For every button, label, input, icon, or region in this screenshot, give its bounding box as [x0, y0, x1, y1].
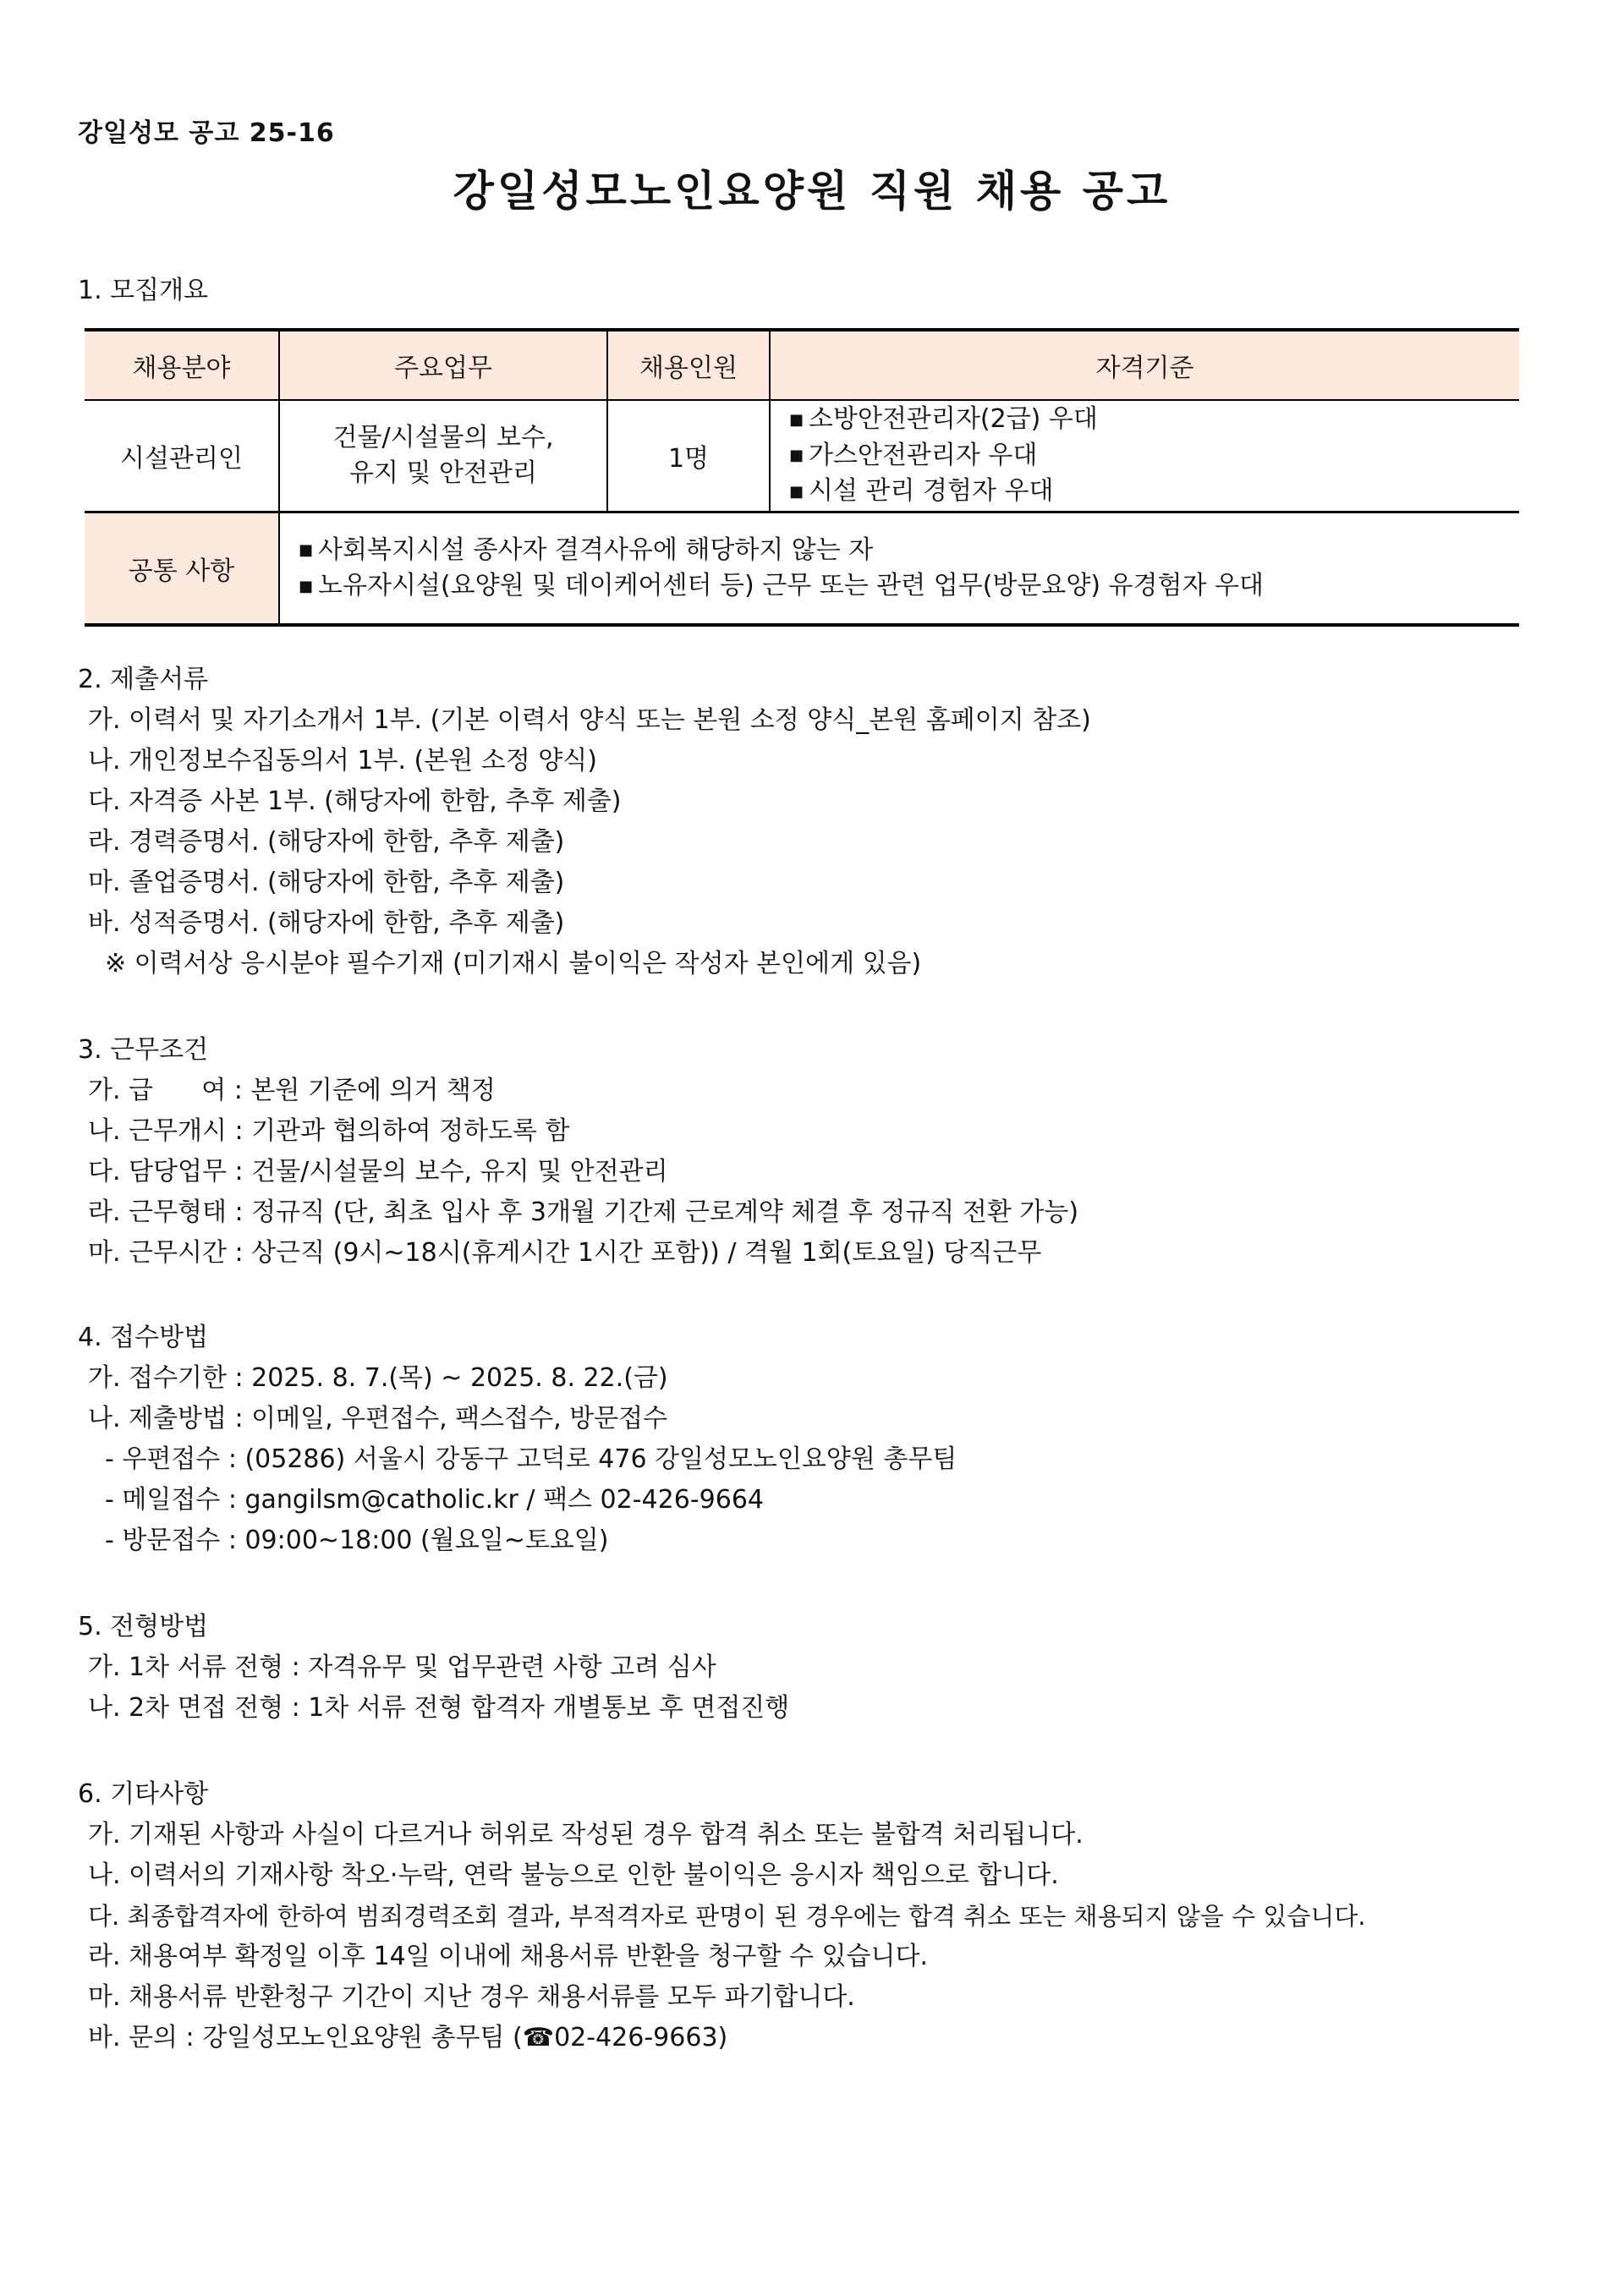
list-item: 라. 근무형태 : 정규직 (단, 최초 입사 후 3개월 기간제 근로계약 체결 후 정규직 전환 가능) [88, 1197, 1079, 1227]
contact-info: 바. 문의 : 강일성모노인요양원 총무팀 (☎02-426-9663) [88, 2023, 728, 2052]
list-item: 나. 근무개시 : 기관과 협의하여 정하도록 함 [88, 1116, 570, 1146]
square-bullet-icon: ■ [789, 447, 804, 465]
headcount-cell: 1명 [607, 400, 770, 512]
sub-list-item: - 방문접수 : 09:00~18:00 (월요일~토요일) [105, 1526, 609, 1555]
section-heading-application: 4. 접수방법 [78, 1323, 209, 1352]
common-label-cell: 공통 사항 [85, 512, 279, 626]
sub-list-item: - 우편접수 : (05286) 서울시 강동구 고덕로 476 강일성모노인요양원 총무팀 [105, 1444, 957, 1474]
list-item: 가. 기재된 사항과 사실이 다르거나 허위로 작성된 경우 합격 취소 또는 불합격 처리됩니다. [88, 1820, 1084, 1849]
table-header-cell: 채용인원 [607, 330, 770, 400]
table-row-common [85, 512, 1519, 626]
qualification-item: ■ 소방안전관리자(2급) 우대 [789, 404, 1098, 435]
qualification-item: ■ 시설 관리 경험자 우대 [789, 476, 1054, 507]
document-number: 강일성모 공고 25-16 [78, 118, 335, 148]
section-heading-other: 6. 기타사항 [78, 1779, 209, 1809]
square-bullet-icon: ■ [299, 541, 314, 559]
sub-list-item: - 메일접수 : gangilsm@catholic.kr / 팩스 02-426-9664 [105, 1485, 764, 1515]
list-item: 마. 근무시간 : 상근직 (9시~18시(휴게시간 1시간 포함)) / 격월 1회(토요일) 당직근무 [88, 1238, 1042, 1268]
list-item: 나. 개인정보수집동의서 1부. (본원 소정 양식) [88, 746, 597, 775]
table-header-cell: 주요업무 [279, 330, 607, 400]
list-item: 나. 2차 면접 전형 : 1차 서류 전형 합격자 개별통보 후 면접진행 [88, 1693, 790, 1723]
common-requirement-item: ■ 노유자시설(요양원 및 데이케어센터 등) 근무 또는 관련 업무(방문요양) 유경험자 우대 [299, 571, 1264, 600]
main-duty-cell [279, 400, 607, 512]
list-item: 마. 채용서류 반환청구 기간이 지난 경우 채용서류를 모두 파기합니다. [88, 1982, 855, 2012]
table-header-cell: 자격기준 [770, 330, 1519, 400]
list-item: 라. 경력증명서. (해당자에 한함, 추후 제출) [88, 827, 565, 857]
list-item: 다. 최종합격자에 한하여 범죄경력조회 결과, 부적격자로 판명이 된 경우에는 합격 취소 또는 채용되지 않을 수 있습니다. [88, 1902, 1366, 1931]
recruitment-overview-table [85, 328, 1519, 627]
main-duty-line: 유지 및 안전관리 [349, 458, 537, 488]
square-bullet-icon: ■ [299, 577, 314, 595]
list-item: 다. 담당업무 : 건물/시설물의 보수, 유지 및 안전관리 [88, 1157, 668, 1186]
job-field-cell: 시설관리인 [85, 400, 279, 512]
table-row [85, 400, 1519, 512]
list-item: 나. 이력서의 기재사항 착오·누락, 연락 불능으로 인한 불이익은 응시자 책임으로 합니다. [88, 1860, 1059, 1890]
list-item: 가. 접수기한 : 2025. 8. 7.(목) ~ 2025. 8. 22.(금) [88, 1363, 668, 1393]
section-heading-selection: 5. 전형방법 [78, 1612, 209, 1641]
note-text: ※ 이력서상 응시분야 필수기재 (미기재시 불이익은 작성자 본인에게 있음) [105, 949, 922, 978]
square-bullet-icon: ■ [789, 410, 804, 429]
main-duty-line: 건물/시설물의 보수, [332, 423, 554, 452]
list-item: 마. 졸업증명서. (해당자에 한함, 추후 제출) [88, 868, 565, 897]
common-requirement-item: ■ 사회복지시설 종사자 결격사유에 해당하지 않는 자 [299, 534, 874, 565]
list-item: 나. 제출방법 : 이메일, 우편접수, 팩스접수, 방문접수 [88, 1404, 668, 1433]
table-header-row [85, 330, 1519, 400]
section-heading-conditions: 3. 근무조건 [78, 1035, 209, 1065]
list-item: 라. 채용여부 확정일 이후 14일 이내에 채용서류 반환을 청구할 수 있습니다. [88, 1942, 929, 1971]
table-header-cell: 채용분야 [85, 330, 279, 400]
list-item: 바. 성적증명서. (해당자에 한함, 추후 제출) [88, 908, 565, 938]
document-title: 강일성모노인요양원 직원 채용 공고 [453, 167, 1171, 216]
section-heading-documents: 2. 제출서류 [78, 665, 209, 694]
list-item: 가. 1차 서류 전형 : 자격유무 및 업무관련 사항 고려 심사 [88, 1652, 716, 1682]
qualification-cell [770, 400, 1519, 512]
common-requirements-cell [279, 512, 1519, 626]
list-item: 가. 이력서 및 자기소개서 1부. (기본 이력서 양식 또는 본원 소정 양식_본원 홈페이지 참조) [88, 705, 1091, 735]
list-item: 가. 급 여 : 본원 기준에 의거 책정 [88, 1076, 496, 1105]
square-bullet-icon: ■ [789, 482, 804, 501]
list-item: 다. 자격증 사본 1부. (해당자에 한함, 추후 제출) [88, 786, 622, 816]
section-heading-overview: 1. 모집개요 [78, 276, 209, 305]
qualification-item: ■ 가스안전관리자 우대 [789, 440, 1038, 470]
